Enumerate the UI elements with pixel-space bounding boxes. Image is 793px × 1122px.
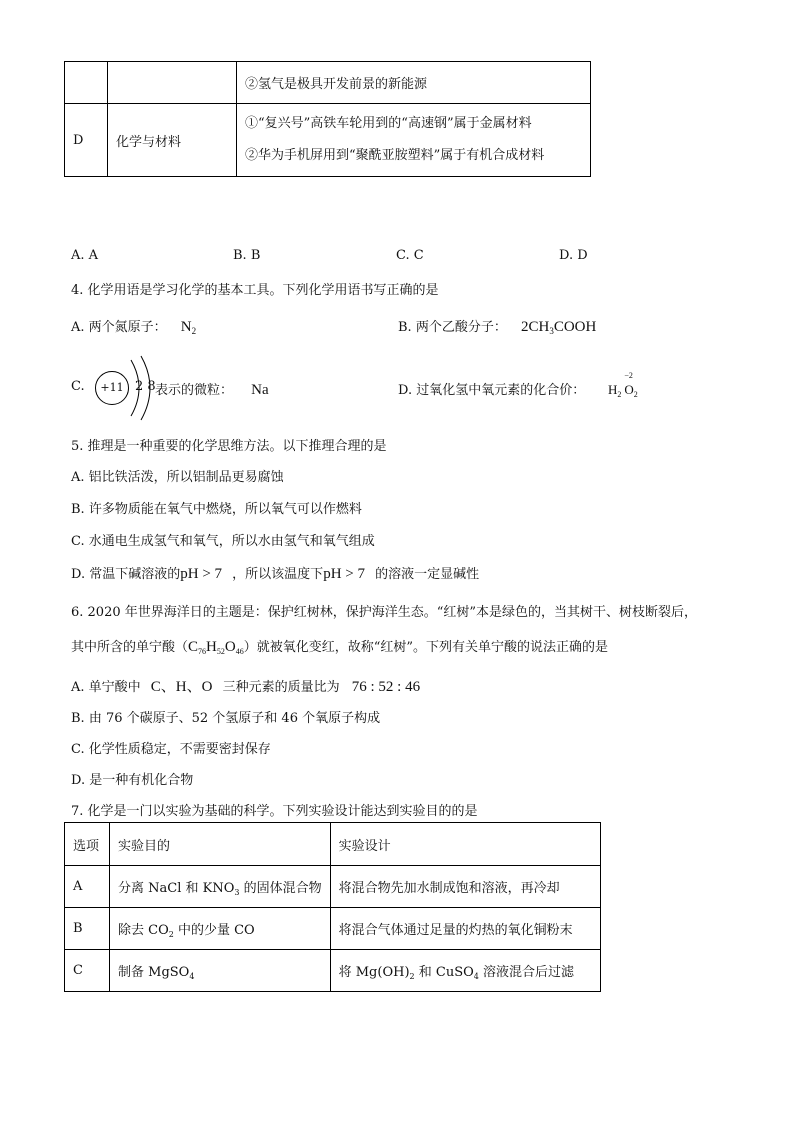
formula-main: H [206, 639, 217, 655]
option-d: D. 是一种有机化合物 [71, 773, 194, 788]
formula-main: COOH [553, 319, 597, 335]
option-d [398, 379, 585, 398]
table-cell: C [65, 950, 110, 992]
valence-mark: −2 [624, 371, 633, 380]
stem-text: ）就被氧化变红，故称“红树”。下列有关单宁酸的说法正确的是 [243, 640, 609, 655]
formula [181, 319, 196, 335]
cell-text: 的固体混合物 [239, 880, 322, 896]
table-cell [330, 950, 600, 992]
formula-subscript: 2 [633, 390, 638, 399]
question-stem: 7. 化学是一门以实验为基础的科学。下列实验设计能达到实验目的的是 [71, 804, 478, 819]
cell-text: 溶液混合后过滤 [478, 964, 574, 980]
formula-subscript: 3 [234, 887, 240, 897]
cell-text: 和 CuSO [414, 964, 474, 980]
question-stem: 6. 2020 年世界海洋日的主题是：保护红树林，保护海洋生态。“红树”本是绿色的，当其树干、树枝断裂后， [71, 605, 698, 620]
question-stem-line2 [71, 636, 608, 656]
option-b: B. 由 76 个碳原子、52 个氢原子和 46 个氧原子构成 [71, 711, 381, 726]
cell-text: 制备 MgSO [118, 964, 190, 980]
formula-oxygen [624, 371, 634, 397]
formula: Na [251, 382, 269, 398]
formula-subscript: 2 [191, 326, 197, 336]
formula-subscript: 4 [473, 971, 479, 981]
formula-main: H [608, 382, 618, 397]
table-row [65, 908, 601, 950]
formula-main: 2CH [520, 319, 550, 335]
table-cell [110, 908, 331, 950]
option-a: A. A [71, 248, 99, 263]
option-c: C. C [396, 248, 424, 263]
option-b: B. B [233, 248, 261, 263]
option-text: ，所以该温度下 [232, 567, 324, 582]
cell-text: 将混合气体通过足量的灼热的氧化铜粉末 [338, 923, 573, 938]
option-b: B. 许多物质能在氧气中燃烧，所以氧气可以作燃料 [71, 502, 362, 517]
option-text: D. 常温下碱溶液的 [71, 567, 181, 582]
option-text: A. 单宁酸中 [71, 680, 141, 695]
cell-text: ②氢气是极具开发前景的新能源 [245, 77, 428, 92]
option-c-text [155, 379, 269, 399]
option-b [398, 316, 596, 336]
formula-subscript: 4 [189, 971, 195, 981]
table-cell [237, 62, 591, 104]
formula: 76 : 52 : 46 [351, 679, 421, 695]
table-cell [110, 866, 331, 908]
option-c-label: C. [71, 379, 85, 394]
formula: pH > 7 [323, 566, 365, 582]
option-a [71, 675, 420, 696]
cell-text: 除去 CO [118, 922, 169, 938]
table-cell: D [65, 104, 108, 177]
option-label: A. 两个氮原子： [71, 320, 167, 335]
formula-main: N [180, 319, 192, 335]
table-row [65, 866, 601, 908]
formula-subscript: 2 [617, 390, 622, 399]
cell-text: 中的少量 CO [173, 922, 255, 938]
stem-text: 其中所含的单宁酸（ [71, 640, 189, 655]
option-c: C. 化学性质稳定，不需要密封保存 [71, 742, 271, 757]
table-header: 实验设计 [330, 823, 600, 866]
option-text: 的溶液一定显碱性 [375, 567, 480, 582]
cell-text: 将混合物先加水制成饱和溶液，再冷却 [338, 881, 560, 896]
formula-subscript: 3 [549, 326, 554, 336]
table-row [65, 62, 591, 104]
formula-subscript: 46 [235, 647, 244, 656]
formula [521, 319, 596, 335]
table-header: 选项 [65, 823, 110, 866]
cell-text: ①“复兴号”高铁车轮用到的“高速钢”属于金属材料 [245, 116, 532, 131]
formula-subscript: 76 [198, 647, 207, 656]
table-cell [108, 62, 237, 104]
table-cell: A [65, 866, 110, 908]
cell-text: ②华为手机屏用到“聚酰亚胺塑料”属于有机合成材料 [245, 148, 545, 163]
question-stem: 4. 化学用语是学习化学的基本工具。下列化学用语书写正确的是 [71, 283, 439, 298]
option-text: 表示的微粒： [155, 383, 234, 398]
table-cell: 化学与材料 [108, 104, 237, 177]
option-label: B. 两个乙酸分子： [398, 320, 507, 335]
option-d [71, 563, 479, 583]
table-cell [237, 104, 591, 177]
option-text: 三种元素的质量比为 [222, 680, 340, 695]
formula: pH > 7 [180, 566, 223, 582]
option-a [71, 316, 196, 336]
formula-subscript: 2 [409, 971, 415, 981]
formula: C、H、O [150, 679, 213, 695]
table-header: 实验目的 [110, 823, 331, 866]
atom-nucleus: +11 [95, 371, 129, 405]
table-row [65, 950, 601, 992]
formula-main: O [224, 639, 236, 655]
table-cell [110, 950, 331, 992]
formula-main: C [188, 639, 199, 655]
formula [188, 639, 244, 655]
option-c: C. 水通电生成氢气和氧气，所以水由氢气和氧气组成 [71, 534, 375, 549]
question-stem: 5. 推理是一种重要的化学思维方法。以下推理合理的是 [71, 439, 387, 454]
table-cell [330, 866, 600, 908]
electron-shell-numbers: 2 8 [135, 379, 156, 394]
table-cell [330, 908, 600, 950]
formula-subscript: 2 [168, 929, 174, 939]
formula [608, 371, 638, 399]
table-cell: B [65, 908, 110, 950]
cell-text: 将 Mg(OH) [338, 964, 410, 980]
option-a: A. 铝比铁活泼，所以铝制品更易腐蚀 [71, 470, 284, 485]
top-table [64, 61, 591, 177]
option-label: D. 过氧化氢中氧元素的化合价： [398, 383, 586, 398]
table-row [65, 104, 591, 177]
formula-main: O [624, 382, 634, 397]
experiment-table [64, 822, 601, 992]
option-d: D. D [559, 248, 588, 263]
table-cell [65, 62, 108, 104]
formula-subscript: 52 [216, 647, 225, 656]
table-header-row [65, 823, 601, 866]
cell-text: 分离 NaCl 和 KNO [118, 880, 235, 896]
